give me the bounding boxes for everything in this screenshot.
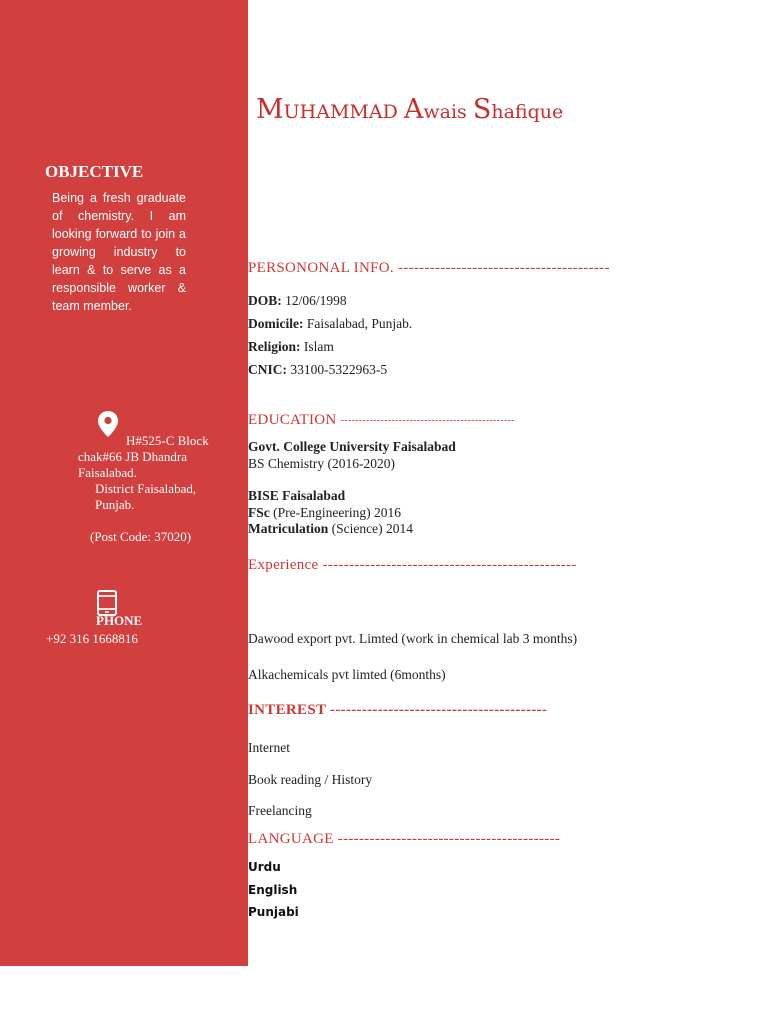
interest-heading: INTEREST ----------------------------------------- bbox=[248, 702, 548, 718]
language-item: Punjabi bbox=[248, 905, 299, 919]
matric-row bbox=[248, 521, 413, 537]
objective-text: Being a fresh graduate of chemistry. I am looking forward to join a growing industry to learn & to serve as a responsible worker & team member. bbox=[52, 191, 186, 313]
name-initial: A bbox=[403, 94, 424, 125]
name-initial: M bbox=[256, 94, 284, 125]
field-value: Faisalabad, Punjab. bbox=[303, 316, 413, 331]
field-label: FSc bbox=[248, 505, 270, 520]
address-line: Punjab. bbox=[95, 497, 135, 512]
degree: BS Chemistry (2016-2020) bbox=[248, 456, 395, 471]
name-rest: wais bbox=[423, 101, 473, 123]
field-value: Islam bbox=[300, 339, 334, 354]
field-label: Religion: bbox=[248, 339, 301, 354]
education-heading bbox=[248, 412, 515, 429]
field-value: (Pre-Engineering) 2016 bbox=[269, 505, 401, 520]
field-value: 12/06/1998 bbox=[281, 293, 347, 308]
address-line: chak#66 JB Dhandra bbox=[78, 449, 188, 464]
field-label: DOB: bbox=[248, 293, 282, 308]
address-line: District Faisalabad, bbox=[95, 481, 197, 496]
experience-item: Dawood export pvt. Limted (work in chemical lab 3 months) bbox=[248, 631, 578, 646]
fsc-row bbox=[248, 505, 401, 521]
language-item: Urdu bbox=[248, 860, 281, 874]
education-heading-text: EDUCATION bbox=[248, 412, 337, 428]
address-block bbox=[78, 433, 234, 513]
experience-heading: Experience ------------------------------------------------ bbox=[248, 557, 577, 573]
field-label: Matriculation bbox=[248, 521, 329, 536]
personal-row-religion bbox=[248, 339, 334, 355]
field-value: 33100-5322963-5 bbox=[287, 362, 388, 377]
name-initial: S bbox=[472, 94, 492, 125]
education-dashes: ------------------------------------------------ bbox=[340, 415, 515, 427]
personal-row-domicile bbox=[248, 316, 412, 332]
interest-item: Book reading / History bbox=[248, 772, 373, 787]
field-label: Domicile: bbox=[248, 316, 304, 331]
name-rest: hafique bbox=[491, 101, 564, 123]
field-label: CNIC: bbox=[248, 362, 287, 377]
phone-label: PHONE bbox=[96, 613, 143, 628]
field-value: (Science) 2014 bbox=[328, 521, 413, 536]
experience-item: Alkachemicals pvt limted (6months) bbox=[248, 667, 446, 682]
personal-row-cnic bbox=[248, 362, 387, 378]
language-item: English bbox=[248, 883, 298, 897]
personal-info-heading: PERSONONAL INFO. ---------------------------------------- bbox=[248, 260, 610, 276]
interest-item: Internet bbox=[248, 740, 290, 755]
board-name: BISE Faisalabad bbox=[248, 488, 346, 503]
university-name: Govt. College University Faisalabad bbox=[248, 439, 456, 454]
objective-title: OBJECTIVE bbox=[45, 162, 144, 181]
language-heading: LANGUAGE ------------------------------------------ bbox=[248, 831, 561, 847]
address-line: Faisalabad. bbox=[78, 465, 137, 480]
address-line: H#525-C Block bbox=[126, 433, 209, 448]
interest-item: Freelancing bbox=[248, 803, 312, 818]
personal-row-dob bbox=[248, 293, 347, 309]
post-code: (Post Code: 37020) bbox=[90, 529, 192, 544]
name-rest: UHAMMAD bbox=[283, 101, 404, 123]
candidate-name bbox=[256, 94, 563, 125]
phone-number: +92 316 1668816 bbox=[46, 631, 138, 646]
